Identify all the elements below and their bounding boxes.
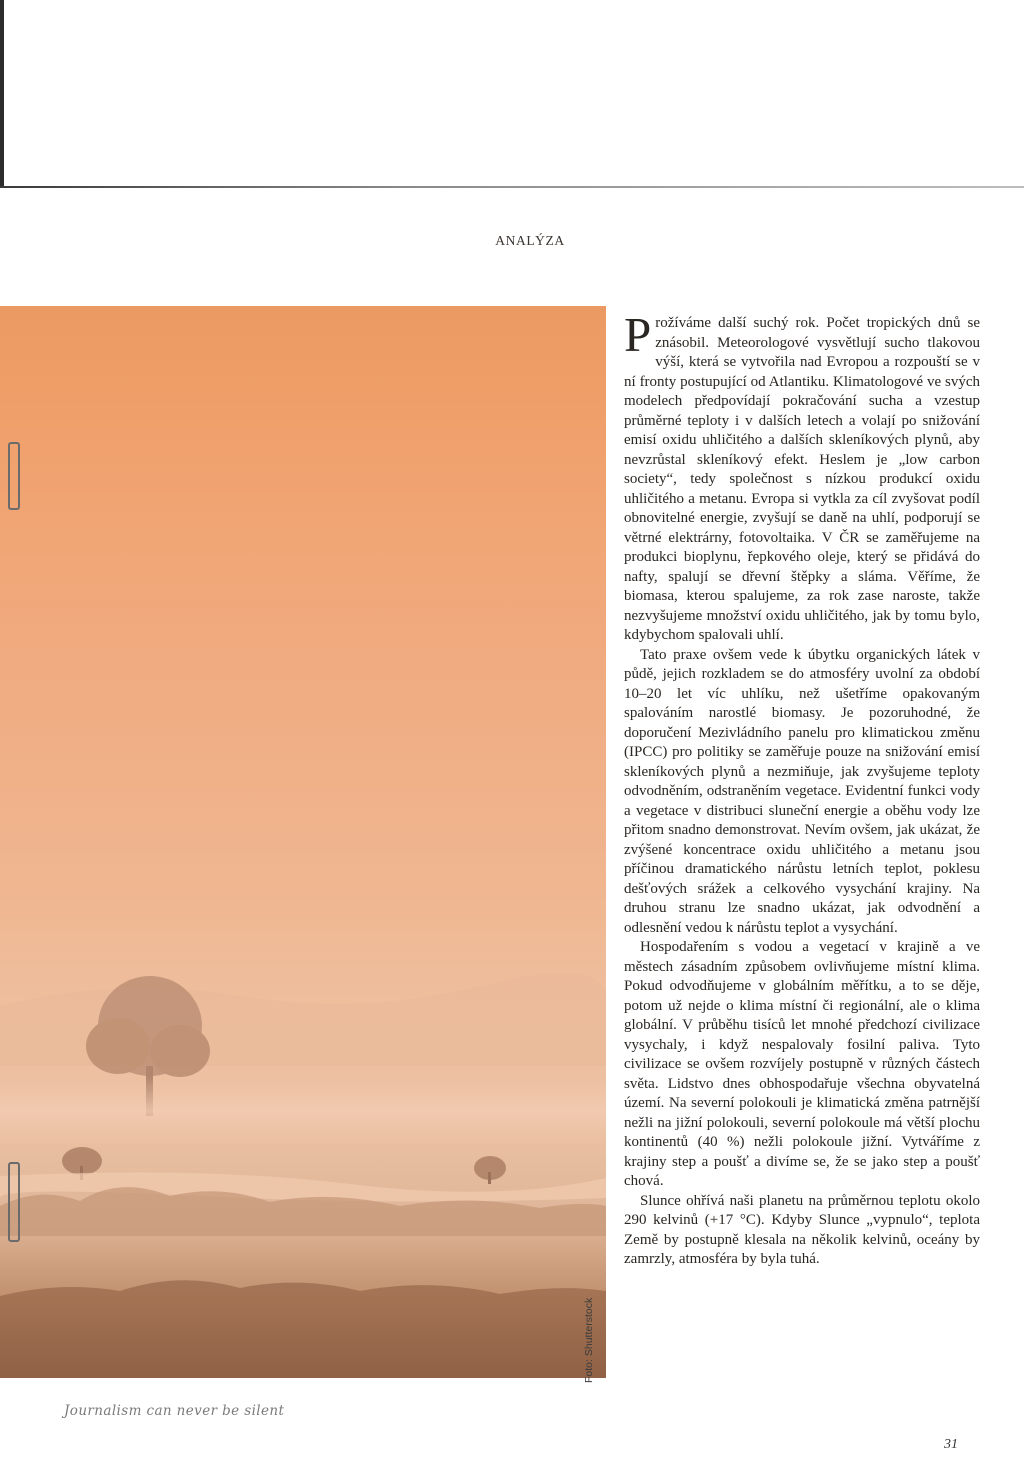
scan-page-edge (0, 186, 1024, 188)
paragraph-2: Tato praxe ovšem vede k úbytku organických látek v půdě, jejich rozkladem se do atmosféry uvolní za období 10–20 let víc uhlíku, než ušetříme opakovaným spalováním narostlé biomasy. Je pozoruhodné, že doporučení Mezivládního panelu pro klimatickou změnu (IPCC) pro politiky se zaměřuje pouze na snižování emisí skleníkových plynů a nezmiňuje, jak zvyšujeme teploty odvodněním, odstraněním vegetace. Evidentní funkci vody a vegetace v distribuci sluneční energie a oběhu vody lze přitom snadno demonstrovat. Nevím ovšem, jak ukázat, že zvýšené koncentrace oxidu uhličitého a metanu jsou příčinou dramatického nárůstu letních teplot, poklesu dešťových srážek a celkového vysychání krajiny. Na druhou stranu lze snadno ukázat, jak odvodnění a odlesnění vedou k nárůstu teplot a vysychání. (624, 646, 980, 936)
scan-edge-left (0, 0, 4, 188)
paragraph-1 (624, 307, 980, 646)
binding-clip-top (8, 442, 20, 510)
landscape-illustration (0, 306, 606, 1378)
drop-cap: P (624, 307, 652, 362)
grass-foreground (0, 1280, 606, 1378)
footer-slogan: Journalism can never be silent (64, 1403, 285, 1419)
page-number: 31 (944, 1437, 958, 1452)
paragraph-3: Hospodařením s vodou a vegetací v krajině a ve městech zásadním způsobem ovlivňujeme místní klima. Pokud odvodňujeme v globálním měřítku, a to se děje, potom už nejde o klima místní či regionální, ale o klima globální. V průběhu tisíců let mnohé předchozí civilizace vysychaly, i když nespalovaly fosilní paliva. Tyto civilizace se ovšem rozvíjely postupně v různých částech světa. Lidstvo dnes obhospodařuje všechna obyvatelná území. Na severní polokouli je klimatická změna patrnější nežli na jižní polokouli, severní polokoule má větší plochu kontinentů (40 %) nežli polokoule jižní. Vytváříme z krajiny step a poušť a divíme se, že se jako step a poušť chová. (624, 939, 980, 1189)
binding-clip-bottom (8, 1162, 20, 1242)
article-body (624, 307, 980, 1270)
section-label: ANALÝZA (495, 233, 565, 248)
paragraph-1-text: rožíváme další suchý rok. Počet tropických dnů se znásobil. Meteorologové vysvětlují sucho tlakovou výší, která se vytvořila nad Evropou a rozpouští se v ní fronty postupující od Atlantiku. Klimatologové ve svých modelech předpovídají pokračování sucha a vzestup průměrné teploty i v dalších letech a volají po snižování emisí oxidu uhličitého a dalších skleníkových plynů, aby nevzrůstal skleníkový efekt. Heslem je „low carbon society“, tedy společnost s nízkou produkcí oxidu uhličitého a metanu. Evropa si vytkla za cíl zvyšovat podíl obnovitelné energie, zvyšují se daně na uhlí, podporují se větrné elektrárny, fotovoltaika. V ČR se zaměřujeme na produkci bioplynu, řepkového oleje, který se přidává do nafty, spalují se dřevní štěpky a sláma. Věříme, že biomasa, kterou spalujeme, za rok zase naroste, takže nezvyšujeme množství oxidu uhličitého, jak by tomu bylo, kdybychom spalovali uhlí. (624, 315, 980, 643)
landscape-photo (0, 306, 606, 1378)
photo-credit: Foto: Shutterstock (583, 1297, 595, 1383)
paragraph-4: Slunce ohřívá naši planetu na průměrnou teplotu okolo 290 kelvinů (+17 °C). Kdyby Slunce „vypnulo“, teplota Země by postupně klesala na několik kelvinů, oceány by zamrzly, atmosféra by byla tuhá. (624, 1192, 980, 1267)
tree-small-right (474, 1156, 506, 1184)
